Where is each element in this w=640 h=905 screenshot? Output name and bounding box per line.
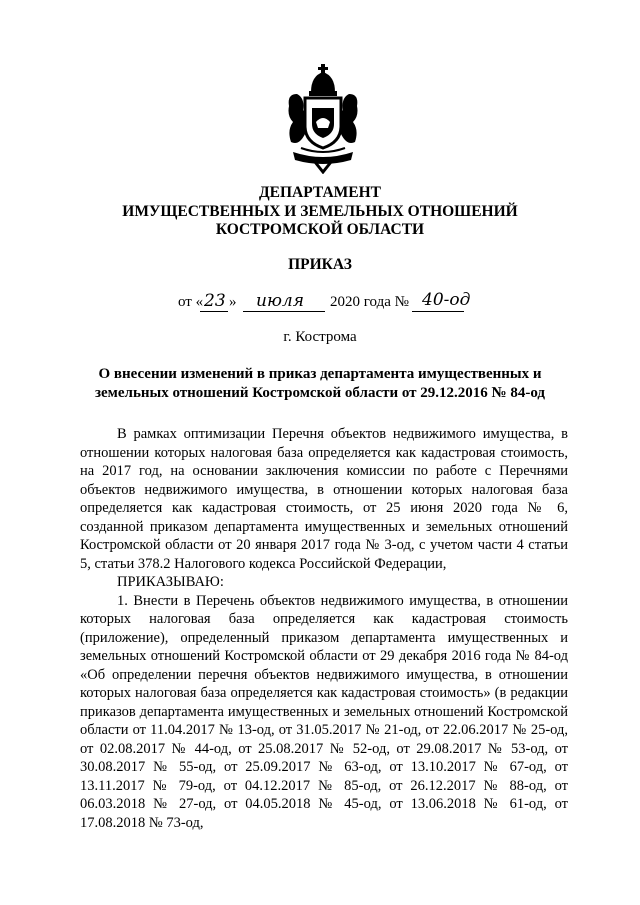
document-body [80, 425, 568, 832]
order-day: 23 [204, 291, 226, 311]
order-subject-line-2: земельных отношений Костромской области от 29.12.2016 № 84-од [94, 385, 546, 401]
department-name [0, 184, 640, 240]
clause-1-paragraph: 1. Внести в Перечень объектов недвижимого имущества, в отношении которых налоговая база определяется как кадастровая стоимость (приложение), определенный приказом департамента имущественных и земельных отношений Костромской области от 29 декабря 2016 года № 84-од «Об определении перечня объектов недвижимого имущества, в отношении которых налоговая база определяется как кадастровая стоимость» (в редакции приказов департамента имущественных и земельных отношений Костромской области от 11.04.2017 № 13-од, от 31.05.2017 № 21-од, от 22.06.2017 № 25-од, от 02.08.2017 № 44-од, от 25.08.2017 № 52-од, от 29.08.2017 № 53-од, от 30.08.2017 № 55-од, от 25.09.2017 № 63-од, от 13.10.2017 № 67-од, от 13.11.2017 № 79-од, от 04.12.2017 № 85-од, от 26.12.2017 № 88-од, от 06.03.2018 № 27-од, от 04.05.2018 № 45-од, от 13.06.2018 № 61-од, от 17.08.2018 № 73-од, [80, 592, 568, 831]
department-line-2: ИМУЩЕСТВЕННЫХ И ЗЕМЕЛЬНЫХ ОТНОШЕНИЙ [122, 202, 518, 220]
city-name: г. Кострома [283, 329, 357, 345]
orders-heading: ПРИКАЗЫВАЮ: [117, 574, 224, 590]
order-from-prefix: от « [178, 294, 204, 310]
order-subject [0, 365, 640, 403]
month-underline [243, 311, 325, 312]
document-type-title: ПРИКАЗ [288, 256, 352, 273]
department-line-1: ДЕПАРТАМЕНТ [258, 184, 382, 201]
day-underline [200, 311, 228, 312]
order-date-number-line [0, 290, 640, 316]
order-quote-close: » [229, 294, 237, 310]
coat-of-arms-icon [285, 64, 361, 174]
order-subject-line-1: О внесении изменений в приказ департамента имущественных и [98, 366, 542, 382]
department-line-3: КОСТРОМСКОЙ ОБЛАСТИ [215, 221, 425, 238]
order-month: июля [256, 291, 304, 311]
order-year-text: 2020 года № [330, 294, 409, 310]
number-underline [412, 311, 464, 312]
preamble-paragraph: В рамках оптимизации Перечня объектов недвижимого имущества, в отношении которых налоговая база определяется как кадастровая стоимость, на 2017 год, на основании заключения комиссии по работе с Перечнями объектов недвижимого имущества, в отношении которых налоговая база определяется как кадастровая стоимость, от 25 июня 2020 года № 6, созданной приказом департамента имущественных и земельных отношений Костромской области от 20 января 2017 года № 3-од, с учетом части 4 статьи 5, статьи 378.2 Налогового кодекса Российской Федерации, [80, 426, 568, 572]
order-number: 40-од [422, 290, 471, 310]
